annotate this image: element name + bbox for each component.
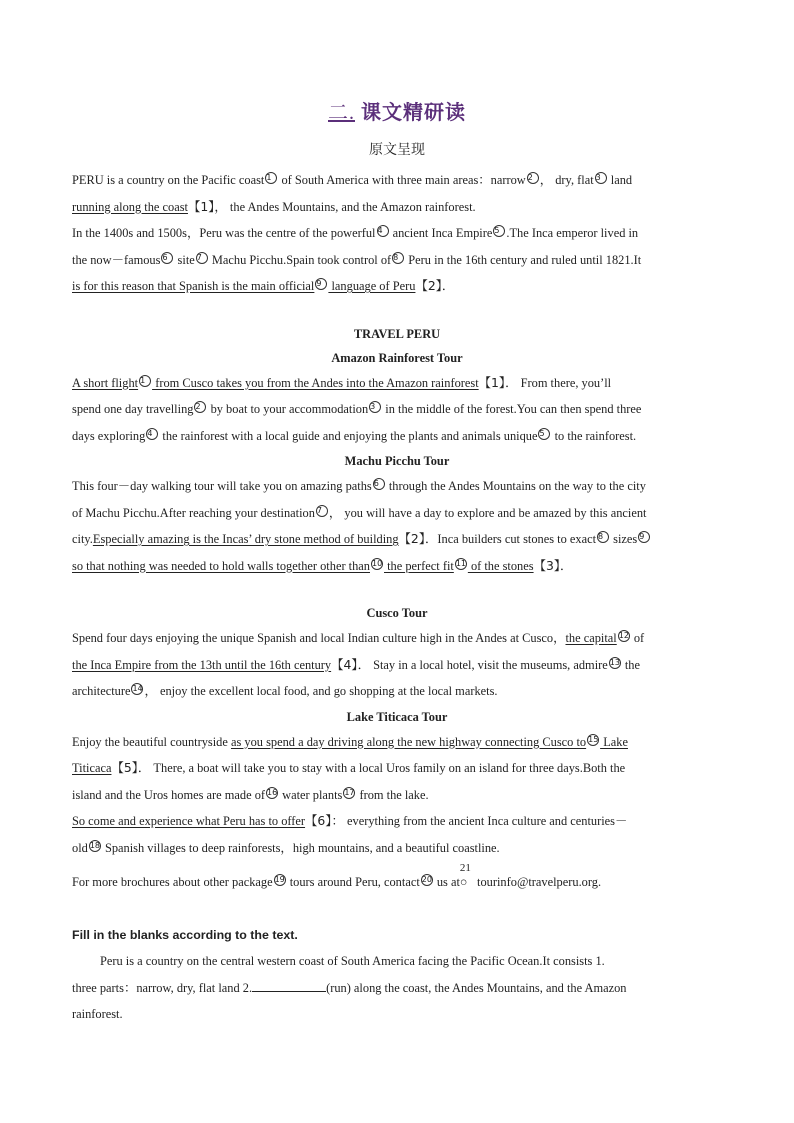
underlined-text [231,735,628,749]
text: A short flight [72,375,139,390]
text: (run) along the coast, the Andes Mountains, and the Amazon [326,980,627,995]
text: ， you will have a day to explore and be amazed by this ancient [328,505,647,520]
section-number: 二. [328,102,355,124]
titicaca-line-2 [72,755,722,782]
circle-number: 17 [344,787,355,797]
text: ， enjoy the excellent local food, and go shopping at the local markets. [144,684,498,698]
machu-line-3 [72,526,722,553]
text: from the lake. [356,787,429,802]
text: There, a boat will take you to stay with a local Uros family on an island for three days.Both the [150,761,626,775]
underlined-text: running along the coast [72,199,188,214]
circle-number: 18 [89,840,101,850]
circle-number: 3 [595,172,607,184]
text: to the rainforest. [551,428,637,443]
underlined-text: the capital [565,631,617,645]
text: is for this reason that Spanish is the main official [72,279,315,293]
circle-number: 2 [194,401,206,413]
titicaca-line-4 [72,808,722,835]
circle-number: 11 [455,558,467,568]
text: old [72,840,88,855]
bracket-marker: 【4】． [331,656,370,672]
text: sizes [610,532,638,546]
circle-number: 19 [274,875,285,884]
bracket-marker: 【3】． [533,557,573,573]
page-subtitle: 原文呈现 [369,142,425,158]
machu-tour-title: Machu Picchu Tour [344,454,450,468]
amazon-line-2 [72,396,722,423]
text: Lake [600,734,628,749]
text: language of Peru [328,279,416,293]
bracket-marker: 【6】： [305,813,344,828]
circle-number: 13 [609,657,620,667]
answer-blank[interactable] [252,979,326,992]
bracket-marker: 【1】， [187,198,227,214]
exercise-line-1: Peru is a country on the central western coast of South America facing the Pacific Ocean.It consists 1. [100,954,605,968]
text: us at [433,875,460,889]
circle-number: 16 [267,787,278,797]
text: water plants [279,787,343,802]
intro-line-4 [72,247,722,274]
circle-number: 7 [196,252,208,264]
text: of South America with three main areas：narrow [278,173,526,187]
circle-number: 8 [597,531,609,543]
text: the now－famous [72,252,161,267]
text: through the Andes Mountains on the way to the city [385,479,646,493]
text: site [174,252,195,267]
email-text: tourinfo@travelperu.org. [473,875,602,889]
spacer [72,300,722,322]
circle-number: 3 [369,401,381,413]
text: Machu Picchu.Spain took control of [208,252,392,267]
text: the [621,657,641,672]
circle-number: 2 [527,172,539,184]
travel-title: TRAVEL PERU [353,326,441,341]
titicaca-tour-title: Lake Titicaca Tour [346,709,448,724]
underlined-text: Especially amazing is the Incas’ dry stone method of building [92,532,399,546]
text: Inca builders cut stones to exact [437,532,597,546]
cusco-line-2 [72,652,722,679]
text: ancient Inca Empire [389,226,493,240]
underlined-text [72,279,415,293]
intro-line-1 [72,167,722,194]
circle-number: 20 [421,875,432,884]
page-title [72,96,722,125]
text: days exploring [72,428,146,443]
underlined-text: So come and experience what Peru has to offer [72,814,306,828]
amazon-line-3 [72,423,722,450]
circle-number: 4 [377,225,389,237]
text: tours around Peru, contact [286,875,420,889]
text: .The Inca emperor lived in [506,226,639,240]
bracket-marker: 【2】． [398,531,438,546]
text: land [607,173,633,187]
bracket-marker: 【5】． [111,760,151,775]
machu-line-2 [72,500,722,527]
spacer [72,579,722,601]
underlined-text [72,559,534,573]
text: Stay in a local hotel, visit the museums, admire [369,657,608,672]
section-title: 课文精研读 [361,102,466,124]
machu-line-4 [72,553,722,580]
exercise-line-3: rainforest. [72,1007,123,1021]
circle-number: 6 [161,252,173,264]
page [72,96,722,1028]
text: the rainforest with a local guide and enjoying the plants and animals unique [159,428,538,443]
text: Spend four days enjoying the unique Spanish and local Indian culture high in the Andes at Cusco， [72,631,566,645]
text: the perfect fit [384,558,454,573]
cusco-line-3 [72,678,722,705]
circle-number: 10 [372,558,383,568]
text: For more brochures about other package [72,875,273,889]
machu-line-1 [72,473,722,500]
text: by boat to your accommodation [207,402,369,416]
text: Enjoy the beautiful countryside [72,734,231,749]
bracket-marker: 【2】． [415,278,455,293]
circle-number: 7 [316,505,328,517]
titicaca-line-5 [72,835,722,862]
text: so that nothing was needed to hold walls together other than [72,558,370,573]
text: ， dry, flat [539,173,594,187]
circle-number: 5 [493,225,505,237]
amazon-line-1 [72,370,722,397]
bracket-marker: 【1】． [478,374,518,390]
cusco-line-1 [72,625,722,652]
text: in the middle of the forest.You can then spend three [382,402,642,416]
footnote-marker: 21 ○ [460,869,474,896]
text: of [630,631,645,645]
footnote-number: 21 [459,862,471,874]
titicaca-line-6 [72,862,722,896]
text: from Cusco takes you from the Andes into the Amazon rainforest [152,375,479,390]
text: In the 1400s and 1500s，Peru was the centre of the powerful [72,226,376,240]
text: three parts：narrow, dry, flat land 2. [72,980,253,995]
circle-number: 8 [392,252,404,264]
text: spend one day travelling [72,402,194,416]
text: of the stones [467,558,534,573]
text: city. [72,532,93,546]
text: This four－day walking tour will take you on amazing paths [72,479,372,493]
spacer [72,896,722,922]
text: the Andes Mountains, and the Amazon rainforest. [226,199,476,214]
text: Peru in the 16th century and ruled until 1821.It [405,252,642,267]
exercise-line-2 [72,975,722,1002]
circle-number: 14 [132,684,143,693]
circle-number: 9 [315,278,327,290]
text: of Machu Picchu.After reaching your destination [72,505,315,520]
titicaca-line-1 [72,729,722,756]
text: as you spend a day driving along the new highway connecting Cusco to [230,734,587,749]
underlined-text [72,376,479,390]
cusco-tour-title: Cusco Tour [366,606,428,620]
circle-number: 6 [373,478,385,490]
circle-number: 15 [588,734,599,744]
text: Spanish villages to deep rainforests，high mountains, and a beautiful coastline. [101,840,500,855]
text: everything from the ancient Inca culture and centuries－ [343,814,628,828]
exercise-heading: Fill in the blanks according to the text. [72,927,298,942]
circle-number: 9 [638,531,650,543]
titicaca-line-3 [72,782,722,809]
intro-line-2 [72,194,722,221]
text: PERU is a country on the Pacific coast [72,173,265,187]
text: island and the Uros homes are made of [72,787,266,802]
intro-line-5 [72,273,722,300]
circle-number: 1 [139,375,151,387]
underlined-text: Titicaca [72,761,112,775]
circle-number: 5 [538,428,550,440]
intro-line-3 [72,220,722,247]
underlined-text: the Inca Empire from the 13th until the 16th century [72,657,332,672]
circle-number: 12 [618,631,629,640]
text: From there, you’ll [517,375,612,390]
text: architecture [72,684,131,698]
circle-number: 1 [265,172,277,184]
circle-number: 4 [146,428,158,440]
amazon-tour-title: Amazon Rainforest Tour [331,350,463,365]
